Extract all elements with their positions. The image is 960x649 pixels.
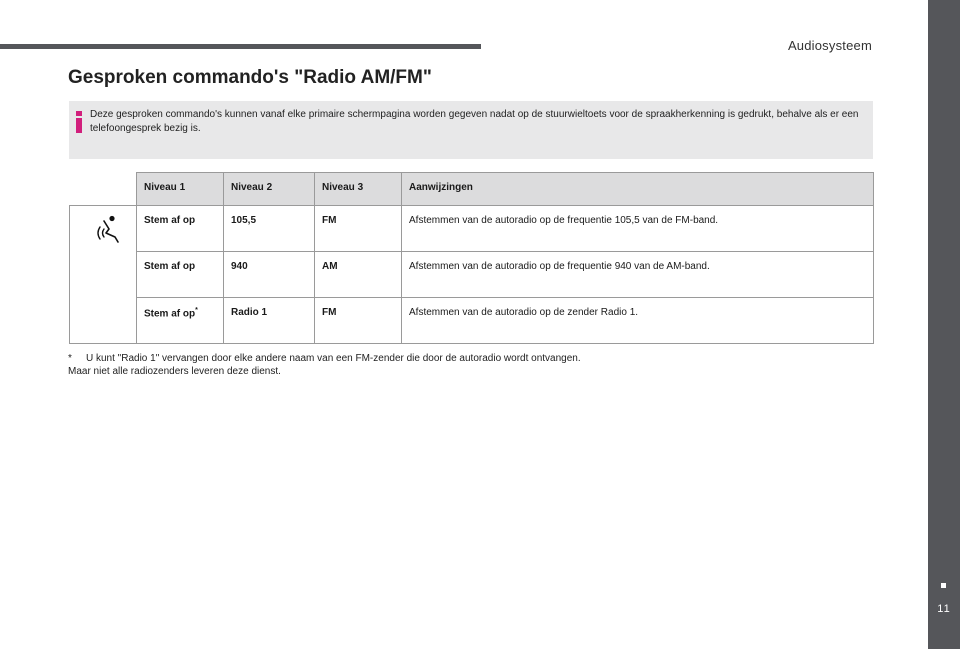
voice-command-icon (95, 215, 121, 243)
header-rule (0, 44, 481, 49)
footnote-text-1: U kunt "Radio 1" vervangen door elke andere naam van een FM-zender die door de autoradio wordt ontvangen. (86, 353, 581, 364)
row3-level2: Radio 1 (224, 298, 315, 344)
table-row (70, 252, 874, 298)
header-blank-cell (70, 173, 137, 206)
row1-level3: FM (315, 206, 402, 252)
footnote-line-1 (68, 352, 828, 365)
row2-note: Afstemmen van de autoradio op de frequentie 940 van de AM-band. (402, 252, 874, 298)
row3-level3: FM (315, 298, 402, 344)
info-icon (76, 111, 82, 133)
row2-level2: 940 (224, 252, 315, 298)
voice-icon-cell (70, 206, 137, 344)
footnote (68, 352, 828, 378)
section-title: Audiosysteem (787, 38, 872, 53)
table-row (70, 298, 874, 344)
info-text: Deze gesproken commando's kunnen vanaf elke primaire schermpagina worden gegeven nadat op de stuurwieltoets voor de spraakherkenning is gedrukt, behalve als er een telefoongesprek bezig is. (90, 109, 859, 134)
header-level-2: Niveau 2 (224, 173, 315, 206)
table-row (70, 206, 874, 252)
footnote-marker: * (68, 353, 72, 364)
header-instructions: Aanwijzingen (402, 173, 874, 206)
footnote-text-2: Maar niet alle radiozenders leveren deze dienst. (68, 366, 281, 377)
row3-level1-text: Stem af op (144, 308, 196, 320)
row2-level1: Stem af op (137, 252, 224, 298)
table-header-row (70, 173, 874, 206)
info-box (69, 101, 873, 159)
page-side-bar (928, 0, 960, 649)
row1-level1: Stem af op (137, 206, 224, 252)
row3-level1 (137, 298, 224, 344)
page-marker-square (941, 583, 946, 588)
row1-level2: 105,5 (224, 206, 315, 252)
row3-note: Afstemmen van de autoradio op de zender Radio 1. (402, 298, 874, 344)
footnote-reference: * (195, 307, 198, 314)
page-title: Gesproken commando's "Radio AM/FM" (68, 67, 432, 88)
header-level-1: Niveau 1 (137, 173, 224, 206)
voice-command-table (69, 172, 874, 344)
header-level-3: Niveau 3 (315, 173, 402, 206)
row2-level3: AM (315, 252, 402, 298)
page-number: 11 (937, 603, 951, 615)
row1-note: Afstemmen van de autoradio op de frequentie 105,5 van de FM-band. (402, 206, 874, 252)
